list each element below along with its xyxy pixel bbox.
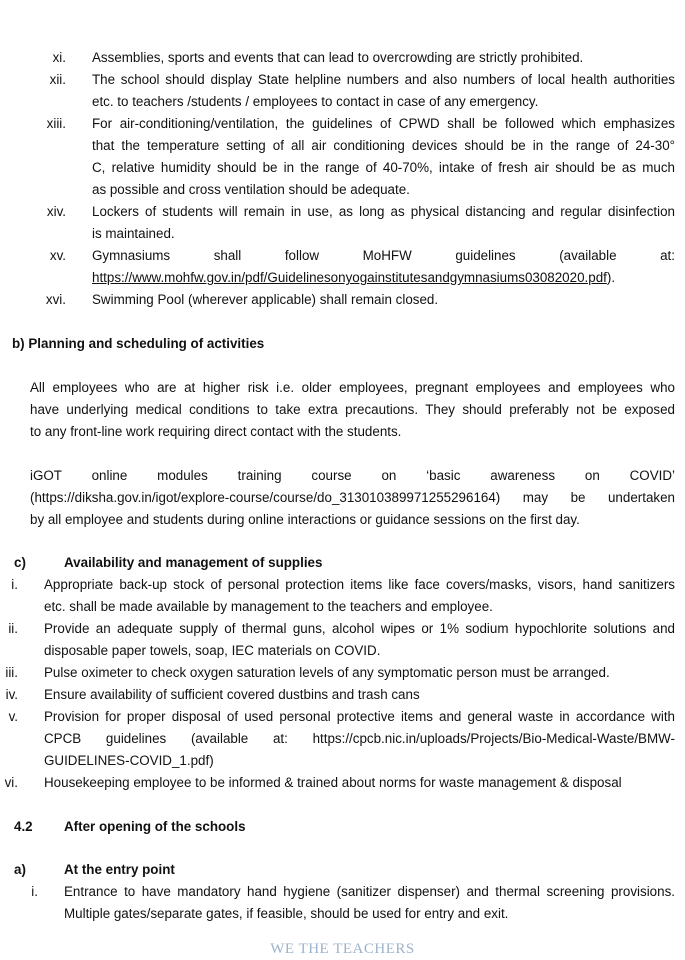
- item-text: as possible and cross ventilation should be adequate.: [92, 182, 410, 197]
- item-number: iv.: [5, 687, 18, 702]
- item-number: xv.: [49, 248, 66, 263]
- item-number: xii.: [49, 72, 66, 87]
- section-heading: After opening of the schools: [64, 819, 246, 834]
- paragraph-line: (https://diksha.gov.in/igot/explore-course/course/do_31301038997125529616​4) may be undertaken: [30, 490, 675, 505]
- item-text: Gymnasiums shall follow MoHFW guidelines (available at:: [92, 248, 675, 263]
- section-number: 4.2: [14, 819, 33, 834]
- item-text: Housekeeping employee to be informed & trained about norms for waste management & disposal: [44, 775, 622, 790]
- section-heading: b) Planning and scheduling of activities: [12, 336, 265, 351]
- item-number: i.: [11, 577, 18, 592]
- paragraph-line: by all employee and students during online interactions or guidance sessions on the first day.: [30, 512, 580, 527]
- item-text: is maintained.: [92, 226, 175, 241]
- item-text: etc. shall be made available by management to the teachers and employee.: [44, 599, 493, 614]
- paragraph-line: iGOT online modules training course on ‘basic awareness on COVID’: [30, 468, 675, 483]
- item-text: Appropriate back-up stock of personal protection items like face covers/masks, visors, hand sanitizers: [44, 577, 675, 592]
- item-text: GUIDELINES-COVID_1.pdf): [44, 753, 214, 768]
- item-number: i.: [31, 884, 38, 899]
- item-text: Pulse oximeter to check oxygen saturation levels of any symptomatic person must be arranged.: [44, 665, 610, 680]
- item-text: The school should display State helpline numbers and also numbers of local health authorities: [92, 72, 675, 87]
- paragraph-line: All employees who are at higher risk i.e. older employees, pregnant employees and employees who: [30, 380, 675, 395]
- item-text: C, relative humidity should be in the range of 40-70%, intake of fresh air should be as much: [92, 160, 675, 175]
- item-text: CPCB guidelines (available at: https://cpcb.nic.in/uploads/Projects/Bio-Medical-Waste/BMW-: [44, 731, 675, 746]
- item-text: Multiple gates/separate gates, if feasible, should be used for entry and exit.: [64, 906, 509, 921]
- item-number: iii.: [5, 665, 18, 680]
- item-text: Lockers of students will remain in use, as long as physical distancing and regular disinfection: [92, 204, 675, 219]
- item-text: Ensure availability of sufficient covered dustbins and trash cans: [44, 687, 420, 702]
- item-text: Assemblies, sports and events that can lead to overcrowding are strictly prohibited.: [92, 50, 584, 65]
- item-number: xi.: [52, 50, 66, 65]
- item-text: disposable paper towels, soap, IEC materials on COVID.: [44, 643, 381, 658]
- watermark: WE THE TEACHERS: [270, 941, 415, 957]
- item-text: Swimming Pool (wherever applicable) shall remain closed.: [92, 292, 439, 307]
- item-number: xiv.: [46, 204, 66, 219]
- subsection-label: a): [14, 862, 26, 877]
- item-number: ii.: [8, 621, 18, 636]
- item-text: Entrance to have mandatory hand hygiene (sanitizer dispenser) and thermal screening provisions.: [64, 884, 675, 899]
- item-number: xvi.: [45, 292, 66, 307]
- item-text: that the temperature setting of all air conditioning devices should be in the range of 24-30°: [92, 138, 675, 153]
- item-number: v.: [8, 709, 18, 724]
- item-text: etc. to teachers /students / employees to contact in case of any emergency.: [92, 94, 539, 109]
- item-text: Provide an adequate supply of thermal guns, alcohol wipes or 1% sodium hypochlorite solutions and: [44, 621, 675, 636]
- item-text: [92, 267, 615, 289]
- section-heading: Availability and management of supplies: [64, 555, 323, 570]
- link-suffix: ).: [606, 270, 616, 285]
- section-label: c): [14, 555, 26, 570]
- mohfw-guidelines-link[interactable]: https://www.mohfw.gov.in/pdf/Guidelinesonyogainstitutesandgymnasiums03082020.pdf: [92, 270, 607, 285]
- item-text: Provision for proper disposal of used personal protective items and general waste in accordance with: [44, 709, 675, 724]
- item-number: vi.: [4, 775, 18, 790]
- item-text: For air-conditioning/ventilation, the guidelines of CPWD shall be followed which emphasizes: [92, 116, 675, 131]
- item-number: xiii.: [46, 116, 66, 131]
- paragraph-line: to any front-line work requiring direct contact with the students.: [30, 424, 402, 439]
- paragraph-line: have underlying medical conditions to take extra precautions. They should preferably not be exposed: [30, 402, 675, 417]
- subsection-heading: At the entry point: [64, 862, 175, 877]
